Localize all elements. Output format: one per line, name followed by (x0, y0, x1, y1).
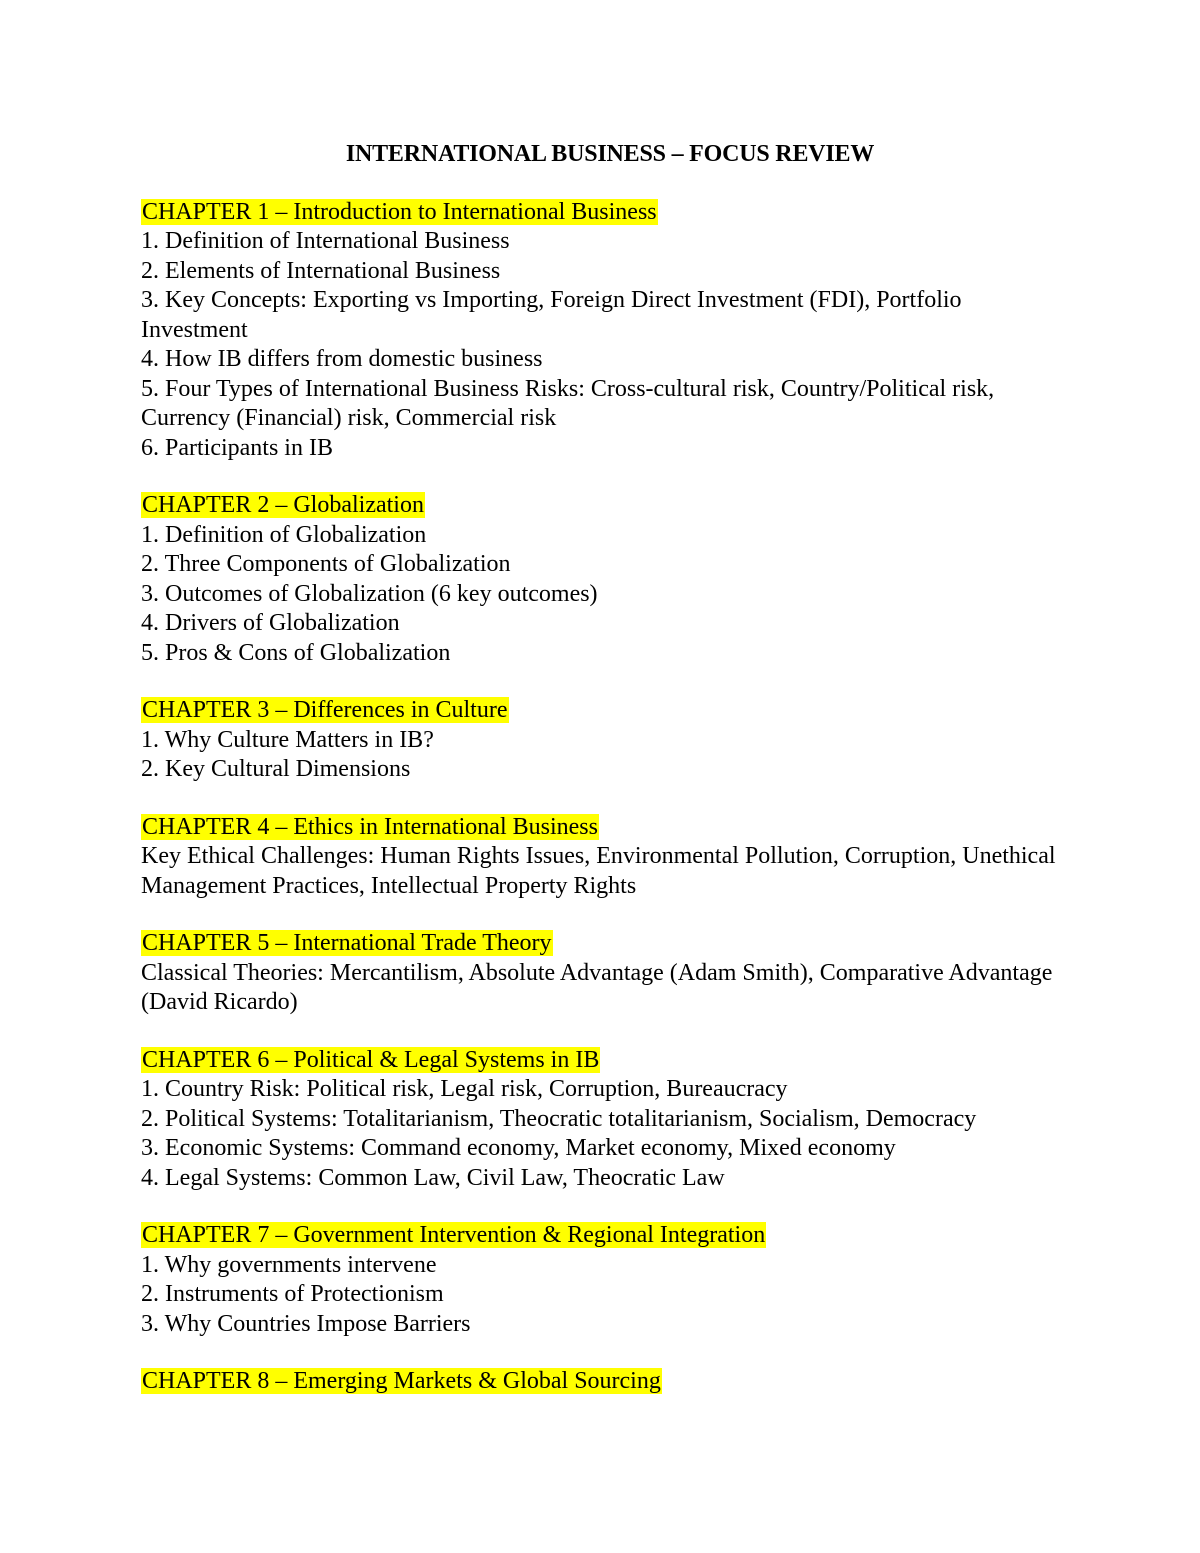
chapter-heading (141, 1221, 1061, 1251)
chapter-item: 3. Why Countries Impose Barriers (141, 1310, 471, 1337)
document-page (141, 140, 1061, 1425)
chapter-item: 3. Outcomes of Globalization (6 key outcomes) (141, 580, 598, 607)
chapter-heading (141, 696, 1061, 726)
chapter-heading (141, 813, 1061, 843)
chapter-item: 4. Legal Systems: Common Law, Civil Law, Theocratic Law (141, 1164, 725, 1191)
chapter-item: 2. Three Components of Globalization (141, 551, 511, 577)
chapter-item: 6. Participants in IB (141, 434, 333, 461)
chapter-item: 2. Instruments of Protectionism (141, 1281, 444, 1307)
chapter-item: 4. How IB differs from domestic business (141, 346, 543, 372)
chapter-item-list (141, 726, 1061, 785)
chapter-item-list (141, 959, 1061, 1018)
chapter-item: Key Ethical Challenges: Human Rights Issues, Environmental Pollution, Corruption, Unethical Management Practices, Intellectual Property Rights (141, 843, 1056, 899)
chapter-item: 3. Economic Systems: Command economy, Market economy, Mixed economy (141, 1135, 896, 1161)
chapter-item: 5. Pros & Cons of Globalization (141, 639, 451, 666)
chapter-item: 1. Why Culture Matters in IB? (141, 726, 434, 753)
document-title: INTERNATIONAL BUSINESS – FOCUS REVIEW (345, 141, 875, 167)
chapter-item: 1. Definition of International Business (141, 228, 510, 254)
chapter-section (141, 1046, 1061, 1194)
chapter-item-list (141, 1251, 1061, 1340)
chapter-item: 3. Key Concepts: Exporting vs Importing, Foreign Direct Investment (FDI), Portfolio Investment (141, 287, 962, 343)
chapter-heading-highlight: CHAPTER 4 – Ethics in International Business (142, 813, 598, 840)
chapter-item: 2. Elements of International Business (141, 257, 501, 284)
chapter-item-list (141, 842, 1061, 901)
chapter-section (141, 198, 1061, 464)
chapter-item: 1. Country Risk: Political risk, Legal risk, Corruption, Bureaucracy (141, 1076, 788, 1102)
chapter-item: Classical Theories: Mercantilism, Absolute Advantage (Adam Smith), Comparative Advantage (David Ricardo) (141, 959, 1053, 1015)
chapter-item: 4. Drivers of Globalization (141, 610, 400, 636)
chapter-heading (141, 491, 1061, 521)
chapter-heading-highlight: CHAPTER 5 – International Trade Theory (142, 930, 552, 956)
chapter-heading-highlight: CHAPTER 6 – Political & Legal Systems in IB (142, 1046, 600, 1073)
chapter-heading (141, 198, 1061, 228)
chapter-section (141, 696, 1061, 785)
chapter-section (141, 1221, 1061, 1339)
chapter-section (141, 813, 1061, 902)
chapter-section (141, 1367, 1061, 1397)
chapter-heading-highlight: CHAPTER 3 – Differences in Culture (142, 697, 508, 723)
chapter-heading-highlight: CHAPTER 8 – Emerging Markets & Global Sourcing (142, 1368, 661, 1394)
chapter-item: 1. Definition of Globalization (141, 521, 427, 548)
chapter-list (141, 198, 1061, 1397)
chapter-item: 1. Why governments intervene (141, 1251, 437, 1278)
chapter-item-list (141, 521, 1061, 669)
chapter-section (141, 929, 1061, 1018)
chapter-heading-highlight: CHAPTER 7 – Government Intervention & Regional Integration (142, 1222, 766, 1248)
chapter-heading (141, 1046, 1061, 1076)
chapter-heading-highlight: CHAPTER 1 – Introduction to International Business (142, 198, 657, 225)
chapter-item-list (141, 1075, 1061, 1193)
chapter-item: 2. Key Cultural Dimensions (141, 756, 411, 782)
chapter-section (141, 491, 1061, 668)
chapter-item: 5. Four Types of International Business Risks: Cross-cultural risk, Country/Political risk, Currency (Financial) risk, Commercial risk (141, 375, 995, 431)
chapter-heading-highlight: CHAPTER 2 – Globalization (142, 492, 424, 518)
chapter-heading (141, 929, 1061, 959)
chapter-heading (141, 1367, 1061, 1397)
chapter-item: 2. Political Systems: Totalitarianism, Theocratic totalitarianism, Socialism, Democracy (141, 1105, 977, 1132)
chapter-item-list (141, 227, 1061, 463)
